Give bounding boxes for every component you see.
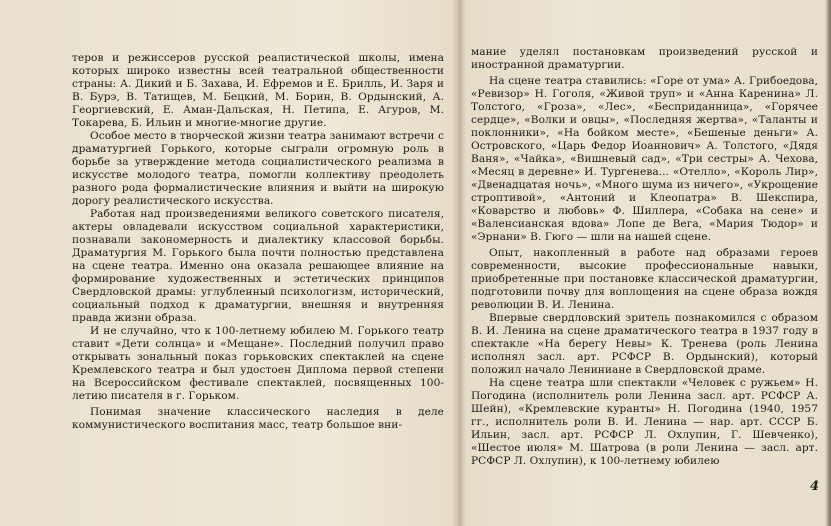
paragraph: И не случайно, что к 100-летнему юбилею М. Горького театр ставит «Дети солнца» и «Мещане». Последний получил право открывать зональный показ горьковских спектаклей на сцене Кремлевского театра и был удостоен Диплома первой степени на Всероссийском фестивале спектаклей, посвященных 100-летию писателя в г. Горьком. [72,325,444,402]
paragraph: Опыт, накопленный в работе над образами героев современности, высокие профессиональные навыки, приобретенные при постановке классической драматургии, подготовили почву для воплощения на сцене образа вождя революции В. И. Ленина. [471,247,818,311]
paragraph: На сцене театра ставились: «Горе от ума» А. Грибоедова, «Ревизор» Н. Гоголя, «Живой труп» и «Анна Каренина» Л. Толстого, «Гроза», «Лес», «Бесприданница», «Горячее сердце», «Волки и овцы», «Последняя жертва», «Таланты и поклонники», «На бойком месте», «Бешеные деньги» А. Островского, «Царь Федор Иоаннович» А. Толстого, «Дядя Ваня», «Чайка», «Вишневый сад», «Три сестры» А. Чехова, «Месяц в деревне» И. Тургенева... «Отелло», «Король Лир», «Двенадцатая ночь», «Много шума из ничего», «Укрощение строптивой», «Антоний и Клеопатра» В. Шекспира, «Коварство и любовь» Ф. Шиллера, «Собака на сене» и «Валенсианская вдова» Лопе де Вега, «Мария Тюдор» и «Эрнани» В. Гюго — шли на нашей сцене. [471,75,818,243]
right-page-text [471,46,818,468]
paragraph: Понимая значение классического наследия в деле коммунистического воспитания масс, театр большое вни- [72,406,444,431]
paragraph: Особое место в творческой жизни театра занимают встречи с драматургией Горького, которые сыграли огромную роль в борьбе за утверждение метода социалистического реализма в искусстве молодого театра, помогли коллективу преодолеть разного рода формалистические влияния и выйти на широкую дорогу реалистического искусства. [72,130,444,207]
paragraph: теров и режиссеров русской реалистической школы, имена которых широко известны всей театральной общественности страны: А. Дикий и Б. Захава, И. Ефремов и Е. Брилль, И. Заря и В. Бурэ, В. Татищев, М. Бецкий, М. Борин, В. Ордынский, А. Георгиевский, Е. Аман-Дальская, Н. Петипа, Е. Агуров, М. Токарева, Б. Ильин и многие-многие другие. [72,52,444,129]
paragraph: мание уделял постановкам произведений русской и иностранной драматургии. [471,46,818,71]
left-page-text [72,52,444,432]
paragraph: Работая над произведениями великого советского писателя, актеры овладевали искусством социальной характеристики, познавали закономерность и диалектику классовой борьбы. Драматургия М. Горького была почти полностью представлена на сцене театра. Именно она оказала решающее влияние на формирование художественных и эстетических принципов Свердловской драмы: углубленный психологизм, исторический, социальный подход к драматургии, внешняя и внутренняя правда жизни образа. [72,208,444,324]
page-edge-shadow [825,0,831,526]
paragraph: Впервые свердловский зритель познакомился с образом В. И. Ленина на сцене драматического театра в 1937 году в спектакле «На берегу Невы» К. Тренева (роль Ленина исполнял засл. арт. РСФСР В. Ордынский), который положил начало Лениниане в Свердловской драме. [471,312,818,376]
book-gutter [452,0,466,526]
paragraph: На сцене театра шли спектакли «Человек с ружьем» Н. Погодина (исполнитель роли Ленина засл. арт. РСФСР А. Шейн), «Кремлевские куранты» Н. Погодина (1940, 1957 гг., исполнитель роли В. И. Ленина — нар. арт. СССР Б. Ильин, засл. арт. РСФСР Л. Охлупин, Г. Шевченко), «Шестое июля» М. Шатрова (в роли Ленина — засл. арт. РСФСР Л. Охлупин), к 100-летнему юбилею [471,377,818,467]
page-number: 4 [809,479,819,494]
